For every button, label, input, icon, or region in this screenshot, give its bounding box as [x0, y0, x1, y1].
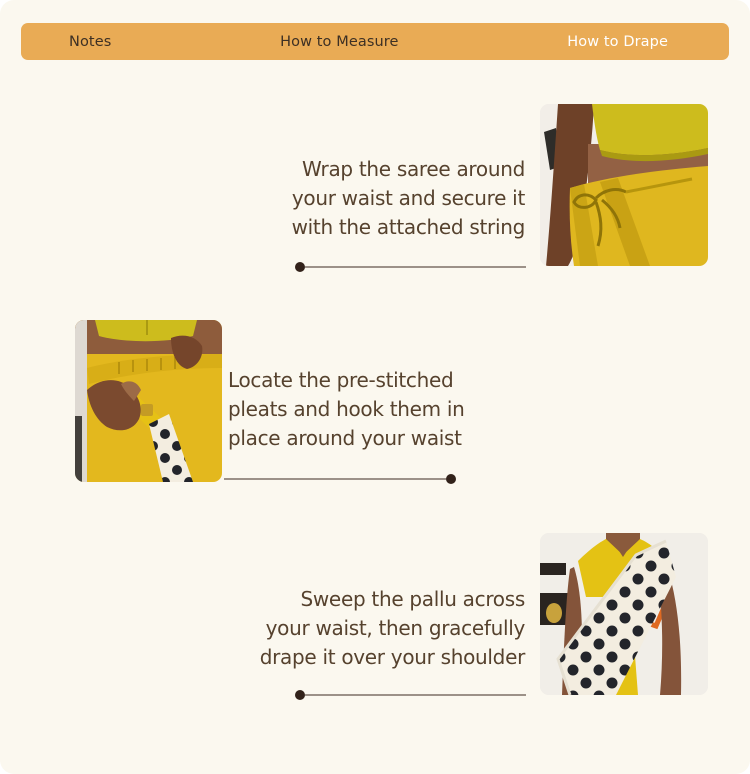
divider-dot	[446, 474, 456, 484]
divider-line	[224, 478, 446, 480]
step-3-divider	[295, 690, 526, 700]
tab-how-to-drape[interactable]: How to Drape	[567, 33, 668, 50]
step-1-photo	[540, 104, 708, 266]
step-2-divider	[224, 474, 456, 484]
step-1-line-2: your waist and secure it	[291, 186, 525, 210]
step-3-line-2: your waist, then gracefully	[265, 616, 525, 640]
divider-line	[305, 266, 526, 268]
step-3-photo	[540, 533, 708, 695]
step-3-line-3: drape it over your shoulder	[259, 645, 525, 669]
step-2-line-1: Locate the pre-stitched	[228, 368, 454, 392]
tab-bar	[21, 23, 729, 60]
step-1-text	[292, 155, 525, 242]
divider-dot	[295, 690, 305, 700]
divider-dot	[295, 262, 305, 272]
step-2-line-3: place around your waist	[228, 426, 462, 450]
step-1-divider	[295, 262, 526, 272]
saree-waist-tie-illustration	[540, 104, 708, 266]
divider-line	[305, 694, 526, 696]
step-2-text	[228, 366, 465, 453]
pleat-hook-illustration	[75, 320, 222, 482]
step-1-line-1: Wrap the saree around	[301, 157, 525, 181]
tab-how-to-measure[interactable]: How to Measure	[280, 33, 399, 50]
step-3-line-1: Sweep the pallu across	[300, 587, 525, 611]
step-2-photo	[75, 320, 222, 482]
step-1-line-3: with the attached string	[291, 215, 525, 239]
pallu-drape-illustration	[540, 533, 708, 695]
step-2-line-2: pleats and hook them in	[228, 397, 465, 421]
step-3-text	[260, 585, 525, 672]
tab-notes[interactable]: Notes	[69, 33, 112, 50]
